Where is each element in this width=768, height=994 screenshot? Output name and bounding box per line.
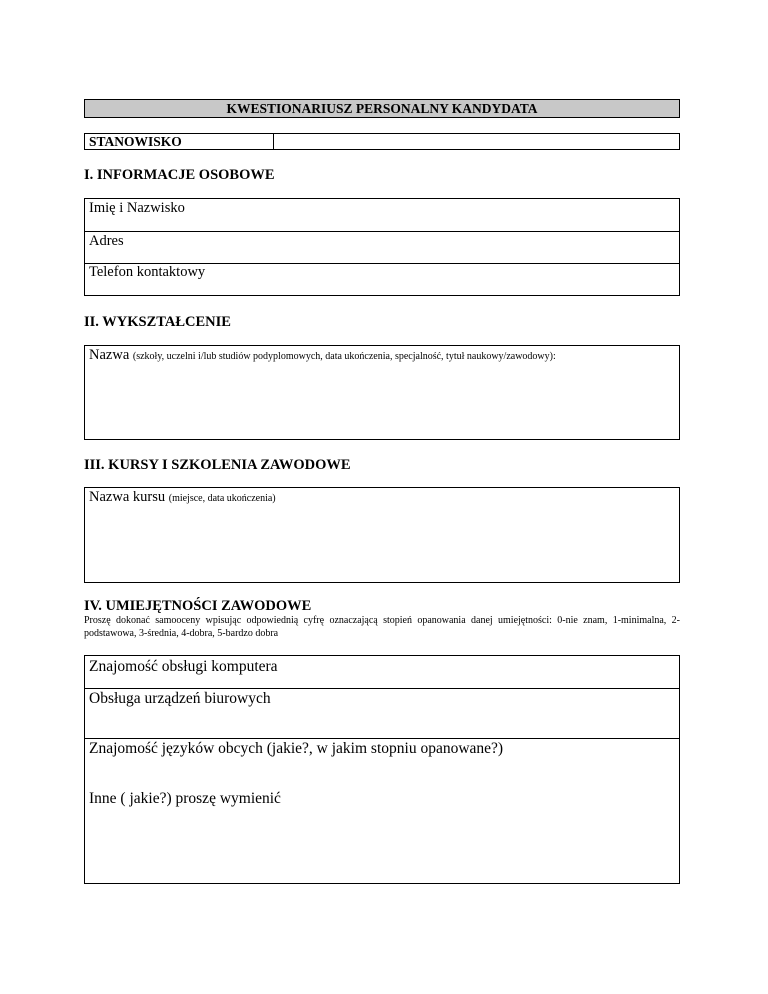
skills-box xyxy=(84,655,680,884)
courses-field[interactable] xyxy=(84,487,680,583)
position-label: STANOWISKO xyxy=(85,134,274,149)
section-education-heading: II. WYKSZTAŁCENIE xyxy=(84,314,231,330)
languages-label: Znajomość języków obcych (jakie?, w jakim stopniu opanowane?) xyxy=(89,740,504,757)
computer-skills-label: Znajomość obsługi komputera xyxy=(89,658,278,675)
section-skills-heading: IV. UMIEJĘTNOŚCI ZAWODOWE xyxy=(84,598,312,614)
position-input[interactable] xyxy=(274,134,679,149)
full-name-label: Imię i Nazwisko xyxy=(89,200,185,216)
full-name-field[interactable] xyxy=(85,199,679,232)
phone-field[interactable] xyxy=(85,264,679,295)
section-courses-heading: III. KURSY I SZKOLENIA ZAWODOWE xyxy=(84,457,351,473)
education-field[interactable] xyxy=(84,345,680,440)
courses-hint: (miejsce, data ukończenia) xyxy=(168,493,276,504)
form-title: KWESTIONARIUSZ PERSONALNY KANDYDATA xyxy=(84,99,680,118)
languages-other-field[interactable] xyxy=(85,739,679,883)
personal-info-box xyxy=(84,198,680,296)
phone-label: Telefon kontaktowy xyxy=(89,264,206,280)
office-equipment-field[interactable] xyxy=(85,689,679,739)
position-row xyxy=(84,133,680,150)
address-field[interactable] xyxy=(85,232,679,264)
computer-skills-field[interactable] xyxy=(85,656,679,689)
education-hint: (szkoły, uczelni i/lub studiów podyplomowych, data ukończenia, specjalność, tytuł naukowy/zawodowy): xyxy=(132,351,556,362)
section-personal-heading: I. INFORMACJE OSOBOWE xyxy=(84,167,275,183)
address-label: Adres xyxy=(89,233,124,249)
other-skills-label: Inne ( jakie?) proszę wymienić xyxy=(89,790,281,807)
courses-label: Nazwa kursu xyxy=(89,489,166,505)
office-equipment-label: Obsługa urządzeń biurowych xyxy=(89,690,271,707)
education-label: Nazwa xyxy=(89,347,130,363)
skills-rating-note: Proszę dokonać samooceny wpisując odpowiednią cyfrę oznaczającą stopień opanowania danej umiejętności: 0-nie znam, 1-minimalna, 2-podstawowa, 3-średnia, 4-dobra, 5-bardzo dobra xyxy=(84,615,680,639)
